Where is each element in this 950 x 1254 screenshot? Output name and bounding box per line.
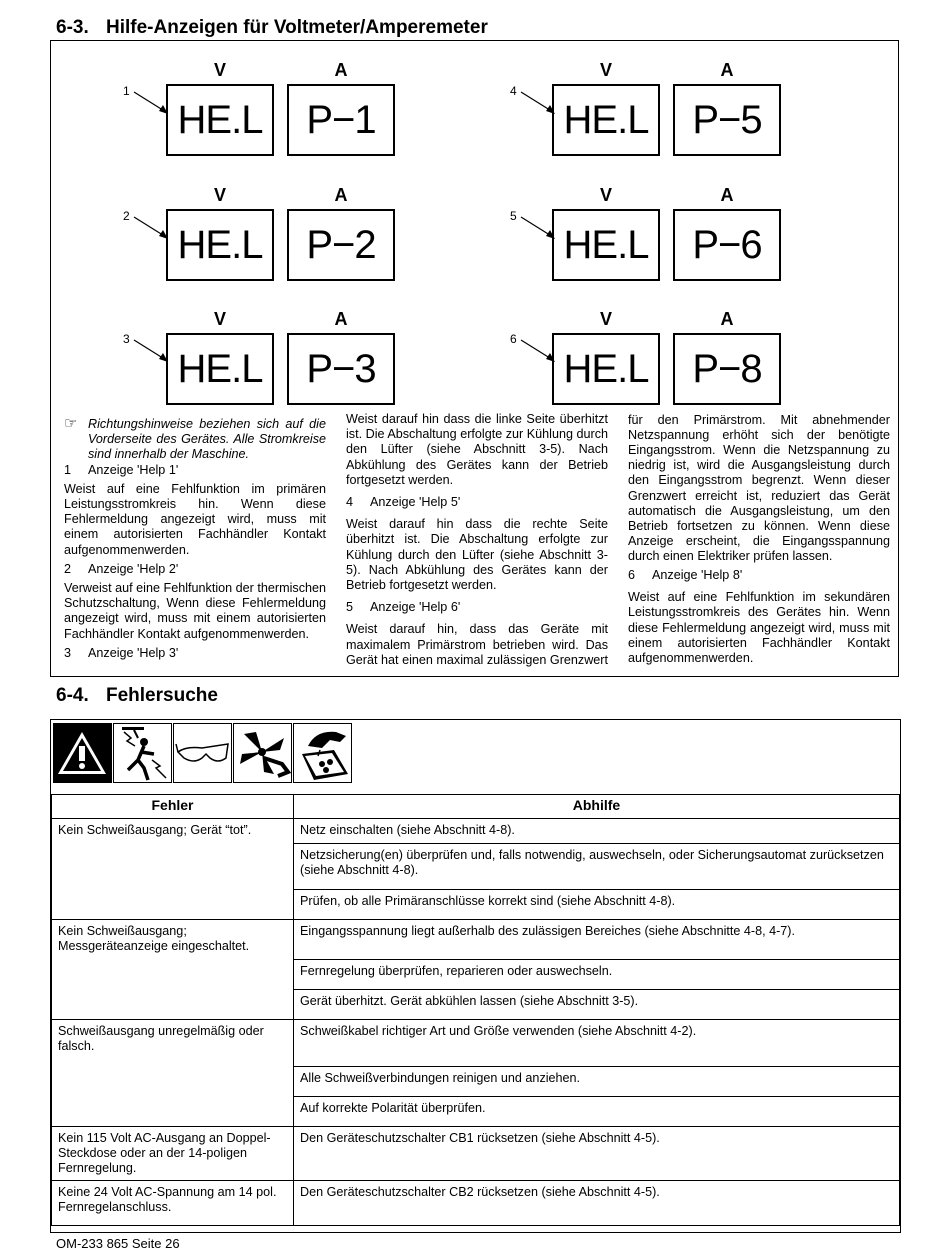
note-text: Richtungshinweise beziehen sich auf die Vorderseite des Gerätes. Alle Stromkreise sind innerhalb der Maschine. xyxy=(88,417,326,462)
help-item-text: Weist darauf hin, dass das Geräte mit maximalem Primärstrom betrieben wird. Das Gerät hat einen maximal zulässigen Grenzwert xyxy=(346,622,608,667)
help-item-number: 3 xyxy=(64,645,72,660)
warning-triangle-icon xyxy=(53,723,112,783)
voltmeter-display: HE.L xyxy=(166,333,274,405)
help-item-heading xyxy=(346,600,608,615)
display-number: 5 xyxy=(510,209,517,223)
text-column-1 xyxy=(64,417,326,661)
text-column-3 xyxy=(628,412,890,666)
ammeter-label: A xyxy=(720,60,734,80)
table-row xyxy=(52,1127,900,1181)
help-item-title: Anzeige 'Help 3' xyxy=(88,645,179,660)
ammeter-display: P−6 xyxy=(673,209,781,281)
page-footer: OM-233 865 Seite 26 xyxy=(56,1236,180,1251)
display-number: 3 xyxy=(123,332,130,346)
voltmeter-label: V xyxy=(599,185,612,205)
static-sensitive-board-icon xyxy=(293,723,352,783)
ammeter-label: A xyxy=(334,185,348,205)
abhilfe-cell: Auf korrekte Polarität überprüfen. xyxy=(294,1097,900,1127)
help-item-text: Weist darauf hin dass die rechte Seite überhitzt ist. Die Abschaltung erfolgte zur Kühlung durch den Lüfter (siehe Abschnitt 3-5). Nach Abkühlung des Gerätes kann der Betrieb fortgesetzt werden. xyxy=(346,517,608,593)
display-number: 4 xyxy=(510,84,517,98)
section-title: Fehlersuche xyxy=(106,685,218,706)
abhilfe-cell: Netzsicherung(en) überprüfen und, falls notwendig, auswechseln, oder Sicherungsautomat zurücksetzen (siehe Abschnitt 4-8). xyxy=(294,844,900,890)
ammeter-display: P−8 xyxy=(673,333,781,405)
abhilfe-cell: Prüfen, ob alle Primäranschlüsse korrekt sind (siehe Abschnitt 4-8). xyxy=(294,890,900,920)
abhilfe-cell: Netz einschalten (siehe Abschnitt 4-8). xyxy=(294,819,900,844)
voltmeter-display: HE.L xyxy=(552,84,660,156)
fehler-cell: Kein Schweißausgang; Gerät “tot”. xyxy=(52,819,294,920)
section-heading-6-4 xyxy=(56,685,218,707)
help-item-title: Anzeige 'Help 2' xyxy=(88,561,179,576)
help-item-text: Verweist auf eine Fehlfunktion der thermischen Schutzschaltung, Wenn diese Fehlermeldung angezeigt wird, muss mit einem autorisierten Fachhändler Kontakt aufgenommenwerden. xyxy=(64,581,326,641)
help-item-text: Weist auf eine Fehlfunktion im primären Leistungsstromkreis hin. Wenn diese Fehlermeldung angezeigt wird, muss mit einem autorisierten Fachhändler Kontakt aufgenommenwerden. xyxy=(64,481,326,557)
ammeter-label: A xyxy=(334,60,348,80)
ammeter-label: A xyxy=(334,309,348,329)
troubleshooting-table xyxy=(51,794,900,1226)
voltmeter-label: V xyxy=(213,60,226,80)
help-item-title: Anzeige 'Help 6' xyxy=(370,600,461,615)
table-row xyxy=(52,1181,900,1226)
abhilfe-cell: Den Geräteschutzschalter CB1 rücksetzen (siehe Abschnitt 4-5). xyxy=(294,1127,900,1181)
abhilfe-cell: Den Geräteschutzschalter CB2 rücksetzen (siehe Abschnitt 4-5). xyxy=(294,1181,900,1226)
voltmeter-label: V xyxy=(213,309,226,329)
help-item-number: 1 xyxy=(64,462,72,477)
table-row xyxy=(52,819,900,844)
display-number: 6 xyxy=(510,332,517,346)
electric-shock-icon xyxy=(113,723,172,783)
abhilfe-cell: Alle Schweißverbindungen reinigen und anziehen. xyxy=(294,1067,900,1097)
help-item-number: 2 xyxy=(64,561,72,576)
help-item-heading xyxy=(64,463,326,478)
table-row xyxy=(52,920,900,960)
text-column-2 xyxy=(346,412,608,667)
safety-icon-strip xyxy=(53,723,353,783)
ammeter-display: P−2 xyxy=(287,209,395,281)
table-row xyxy=(52,1020,900,1067)
column-header-fehler: Fehler xyxy=(52,795,294,819)
help-item-title: Anzeige 'Help 5' xyxy=(370,495,461,510)
section-heading-6-3 xyxy=(56,17,488,39)
voltmeter-display: HE.L xyxy=(552,333,660,405)
help-item-title: Anzeige 'Help 8' xyxy=(652,568,743,582)
abhilfe-cell: Gerät überhitzt. Gerät abkühlen lassen (siehe Abschnitt 3-5). xyxy=(294,990,900,1020)
voltmeter-label: V xyxy=(213,185,226,205)
fehler-cell: Kein Schweißausgang; Messgeräteanzeige eingeschaltet. xyxy=(52,920,294,1020)
help-item-continuation xyxy=(628,412,890,564)
fehler-cell: Kein 115 Volt AC-Ausgang an Doppel-Steckdose oder an der 14-poligen Fernregelung. xyxy=(52,1127,294,1181)
ammeter-display: P−3 xyxy=(287,333,395,405)
help-item-number: 6 xyxy=(628,568,636,582)
voltmeter-display: HE.L xyxy=(166,209,274,281)
ammeter-label: A xyxy=(720,309,734,329)
section-number: 6-3. xyxy=(56,17,89,38)
voltmeter-label: V xyxy=(599,60,612,80)
abhilfe-cell: Fernregelung überprüfen, reparieren oder auswechseln. xyxy=(294,960,900,990)
ammeter-display: P−1 xyxy=(287,84,395,156)
table-header-row xyxy=(52,795,900,819)
fehler-cell: Keine 24 Volt AC-Spannung am 14 pol. Fernregelanschluss. xyxy=(52,1181,294,1226)
column-header-abhilfe: Abhilfe xyxy=(294,795,900,819)
abhilfe-cell: Schweißkabel richtiger Art und Größe verwenden (siehe Abschnitt 4-2). xyxy=(294,1020,900,1067)
section-title: Hilfe-Anzeigen für Voltmeter/Amperemeter xyxy=(106,17,488,38)
section-number: 6-4. xyxy=(56,685,89,706)
fehler-cell: Schweißausgang unregelmäßig oder falsch. xyxy=(52,1020,294,1127)
ammeter-label: A xyxy=(720,185,734,205)
help-item-text: Weist auf eine Fehlfunktion im sekundären Leistungsstromkreis des Gerätes hin. Wenn diese Fehlermeldung angezeigt wird, muss mit einem autorisierten Fachhändler Kontakt aufgenommenwerden. xyxy=(628,590,890,666)
help-item-heading xyxy=(64,562,326,577)
voltmeter-display: HE.L xyxy=(552,209,660,281)
note xyxy=(64,417,326,463)
help-item-heading xyxy=(64,646,326,661)
voltmeter-display: HE.L xyxy=(166,84,274,156)
help-item-title: Anzeige 'Help 1' xyxy=(88,462,179,477)
safety-glasses-icon xyxy=(173,723,232,783)
abhilfe-cell: Eingangsspannung liegt außerhalb des zulässigen Bereiches (siehe Abschnitte 4-8, 4-7). xyxy=(294,920,900,960)
voltmeter-label: V xyxy=(599,309,612,329)
display-number: 1 xyxy=(123,84,130,98)
display-number: 2 xyxy=(123,209,130,223)
ammeter-display: P−5 xyxy=(673,84,781,156)
pointing-hand-icon: ☞ xyxy=(64,415,78,432)
help-item-number: 4 xyxy=(346,495,354,510)
help-item-heading xyxy=(346,495,608,510)
help-item-heading xyxy=(628,568,890,583)
help-item-text-continued: für den Primärstrom. Mit abnehmender Netzspannung erhöht sich der benötigte Eingangsstrom. Wenn die Netzspannung zu niedrig ist, wird die Ausgangsleistung durch den Eingangsstrom begrenzt. Wenn dieser Grenzwert erreicht ist, reduziert das Gerät automatisch die Ausgangsleistung, um den Betrieb fortsetzen zu können. Wenn diese Anzeige erscheint, die Eingangsspannung durch einen Elektriker prüfen lassen. xyxy=(628,412,890,564)
moving-parts-icon xyxy=(233,723,292,783)
help-item-number: 5 xyxy=(346,600,354,615)
help-item-text: Weist darauf hin dass die linke Seite überhitzt ist. Die Abschaltung erfolgte zur Kühlung durch den Lüfter (siehe Abschnitt 3-5). Nach Abkühlung des Gerätes kann der Betrieb fortgesetzt werden. xyxy=(346,412,608,487)
